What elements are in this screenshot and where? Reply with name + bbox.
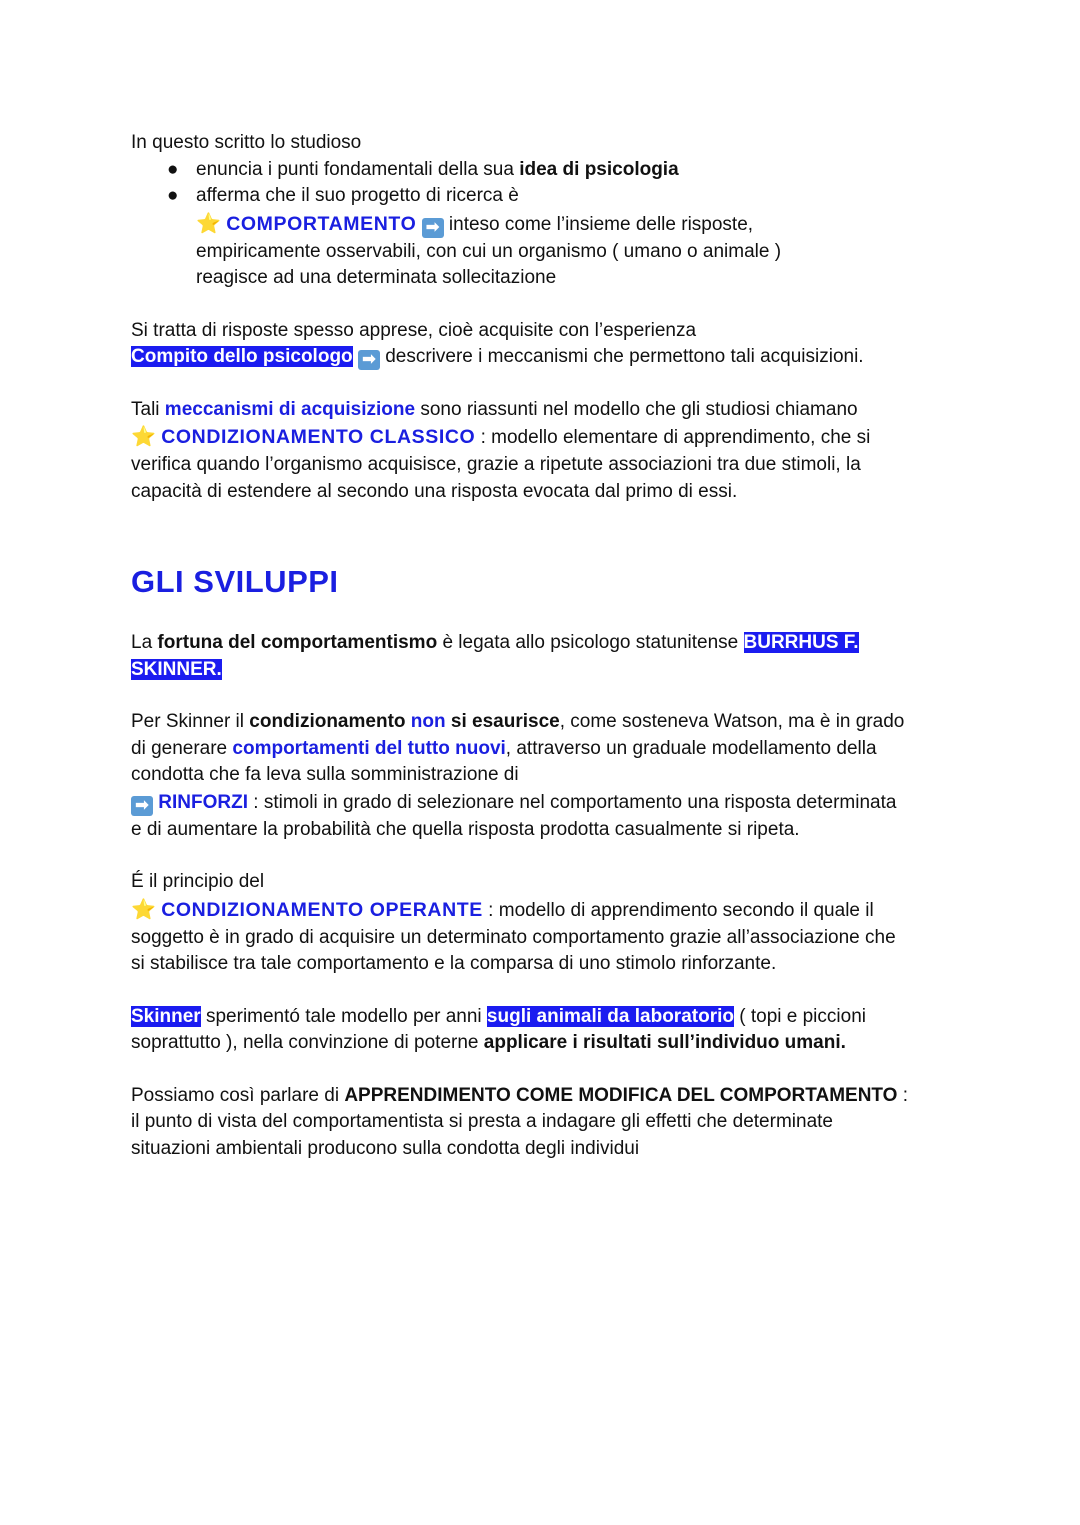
arrow-right-icon: ➡ (131, 796, 153, 816)
intro-line: In questo scritto lo studioso (131, 132, 362, 153)
star-icon: ⭐ (131, 426, 156, 448)
paragraph-text: Possiamo così parlare di (131, 1084, 345, 1106)
paragraph-text: Tali (131, 398, 165, 420)
bullet-icon: ● (167, 158, 179, 180)
list-item (167, 183, 961, 210)
paragraph-line: Si tratta di risposte spesso apprese, cioè acquisite con l’esperienza (131, 319, 697, 341)
highlight-compito: Compito dello psicologo (131, 346, 353, 367)
definition-text: : modello elementare di apprendimento, che si (475, 427, 871, 448)
definition-text: : modello di apprendimento secondo il quale il (482, 899, 874, 921)
blue-term: non (410, 711, 446, 732)
definition-text: capacità di estendere al secondo una risposta evocata dal primo di essi. (131, 480, 738, 502)
term-rinforzi: RINFORZI (158, 791, 248, 813)
paragraph-line: situazioni ambientali producono sulla condotta degli individui (131, 1137, 640, 1159)
definition-text: e di aumentare la probabilità che quella risposta prodotta casualmente si ripeta. (131, 818, 800, 840)
bold-term: applicare i risultati sull’individuo umani. (483, 1032, 846, 1053)
star-icon: ⭐ (131, 898, 156, 921)
paragraph-text: : (897, 1084, 909, 1106)
highlight-name: BURRHUS F. (743, 632, 859, 653)
term-condizionamento-classico: CONDIZIONAMENTO CLASSICO (161, 426, 476, 448)
section-heading: GLI SVILUPPI (131, 564, 339, 599)
highlight-skinner: Skinner (131, 1005, 201, 1027)
paragraph-line: il punto di vista del comportamentista si presta a indagare gli effetti che determinate (131, 1111, 833, 1132)
blue-term: comportamenti del tutto nuovi (232, 737, 506, 759)
arrow-right-icon: ➡ (358, 350, 380, 370)
definition-text: inteso come l’insieme delle risposte, (443, 213, 754, 235)
definition-text: reagisce ad una determinata sollecitazione (196, 267, 557, 288)
paragraph-text: è legata allo psicologo statunitense (437, 632, 744, 653)
definition-text: soggetto è in grado di acquisire un determinato comportamento grazie all’associazione che (131, 926, 896, 948)
paragraph-text: ( topi e piccioni (733, 1005, 866, 1027)
term-comportamento: COMPORTAMENTO (226, 212, 417, 235)
definition-text: : stimoli in grado di selezionare nel comportamento una risposta determinata (248, 791, 897, 813)
paragraph-text: Per Skinner il (131, 711, 250, 732)
paragraph-line: condotta che fa leva sulla somministrazione di (131, 764, 519, 785)
paragraph-text: sono riassunti nel modello che gli studiosi chiamano (415, 398, 858, 420)
bold-term: APPRENDIMENTO COME MODIFICA DEL COMPORTAMENTO (344, 1084, 898, 1106)
highlight-animali: sugli animali da laboratorio (486, 1005, 734, 1027)
paragraph-text: , come sosteneva Watson, ma è in grado (559, 711, 905, 732)
star-icon: ⭐ (196, 212, 221, 235)
bullet-text: afferma che il suo progetto di ricerca è (196, 185, 519, 206)
definition-text: verifica quando l’organismo acquisisce, grazie a ripetute associazioni tra due stimoli, la (131, 454, 861, 475)
blue-term: meccanismi di acquisizione (164, 398, 416, 420)
paragraph-text: descrivere i meccanismi che permettono tali acquisizioni. (379, 346, 864, 367)
bullet-text: enuncia i punti fondamentali della sua (196, 158, 520, 180)
paragraph-text: soprattutto ), nella convinzione di poterne (131, 1032, 484, 1053)
paragraph-text: sperimentó tale modello per anni (200, 1005, 487, 1027)
paragraph-text: di generare (131, 737, 233, 759)
paragraph-text: La (131, 632, 158, 653)
paragraph-line: É il principio del (131, 871, 265, 892)
bold-term: idea di psicologia (519, 158, 679, 180)
bullet-icon: ● (167, 185, 179, 206)
bold-term: condizionamento (249, 711, 406, 732)
arrow-right-icon: ➡ (422, 218, 444, 238)
bold-term: fortuna del comportamentismo (157, 632, 438, 653)
definition-text: si stabilisce tra tale comportamento e la comparsa di uno stimolo rinforzante. (131, 953, 777, 974)
highlight-name: SKINNER. (131, 658, 222, 680)
document-body (131, 130, 961, 1162)
definition-comportamento (131, 210, 961, 292)
bold-term: si esaurisce (445, 711, 560, 732)
definition-text: empiricamente osservabili, con cui un organismo ( umano o animale ) (196, 240, 782, 262)
term-condizionamento-operante: CONDIZIONAMENTO OPERANTE (161, 898, 483, 921)
list-item (167, 157, 961, 184)
paragraph-text: , attraverso un graduale modellamento della (505, 737, 877, 759)
bullet-list (131, 157, 961, 210)
